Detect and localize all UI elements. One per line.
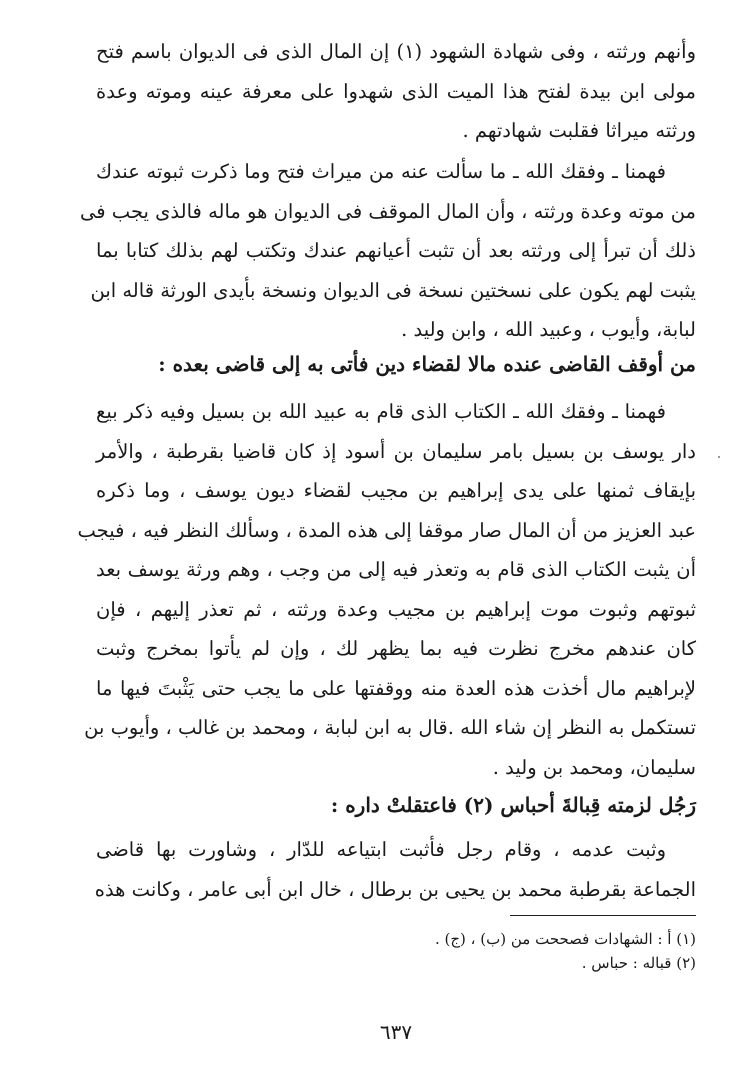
text-line: من موته وعدة ورثته ، وأن المال الموقف فى الديوان هو ماله فالذى يجب فى (80, 199, 696, 223)
paragraph-2 (80, 152, 696, 350)
footnote-divider (510, 915, 696, 916)
book-page (77, 22, 696, 1062)
text-line: ورثته ميراثا فقلبت شهادتهم . (462, 119, 696, 142)
text-line: تستكمل به النظر إن شاء الله .قال به ابن لبابة ، ومحمد بن غالب ، وأيوب بن (84, 716, 696, 739)
section-heading: من أوقف القاضى عنده مالا لقضاء دين فأتى به إلى قاضى بعده : (158, 352, 696, 376)
section-heading: رَجُل لزمته قِبالةَ أحباس (٢) فاعتقلتْ داره : (330, 793, 696, 817)
text-line: بإيقاف ثمنها على يدى إبراهيم بن مجيب لقضاء ديون يوسف ، وما ذكره (96, 479, 696, 502)
text-line: وثبت عدمه ، وقام رجل فأثبت ابتياعه للدّار ، وشاورت بها قاضى (96, 838, 666, 861)
paragraph-3 (77, 392, 696, 787)
text-line: وأنهم ورثته ، وفى شهادة الشهود (١) إن المال الذى فى الديوان باسم فتح (96, 40, 696, 63)
text-line: أن يثبت الكتاب الذى قام به وتعذر فيه إلى من وجب ، وهم ورثة يوسف بعد (96, 558, 696, 581)
text-line: عبد العزيز من أن المال صار موقفا إلى هذه المدة ، وسألك النظر فيه ، فيجب (77, 518, 696, 542)
paragraph-1 (96, 32, 696, 151)
text-line: كان عندهم مخرج نظرت فيه بما يظهر لك ، وإن لم يأتوا بمخرج وثبت (96, 637, 696, 660)
text-line: مولى ابن بيدة لفتح هذا الميت الذى شهدوا على معرفة عينه وموته وعدة (96, 79, 696, 103)
text-line: دار يوسف بن بسيل بامر سليمان بن أسود إذ كان قاضيا بقرطبة ، والأمر (96, 439, 696, 463)
footnote: (٢) قباله : حباس . (581, 954, 696, 972)
text-line: فهمنا ـ وفقك الله ـ ما سألت عنه من ميراث فتح وما ذكرت ثبوته عندك (96, 160, 666, 183)
text-line: سليمان، ومحمد بن وليد . (492, 755, 696, 779)
page-number: ٦٣٧ (379, 1020, 413, 1044)
text-line: ذلك أن تبرأ إلى ورثته بعد أن تثبت أعيانهم عندك وتكتب لهم بذلك كتابا بما (96, 239, 696, 262)
scan-speck (718, 456, 720, 458)
text-line: لإبراهيم مال أخذت هذه العدة منه ووقفتها على ما يجب حتى يَثْبتَ فيها ما (96, 676, 696, 700)
text-line: فهمنا ـ وفقك الله ـ الكتاب الذى قام به عبيد الله بن بسيل وفيه ذكر بيع (96, 400, 666, 423)
text-line: ثبوتهم وثبوت موت إبراهيم بن مجيب وعدة ورثته ، ثم تعذر إليهم ، فإن (96, 597, 696, 621)
text-line: الجماعة بقرطبة محمد بن يحيى بن برطال ، خال ابن أبى عامر ، وكانت هذه (94, 877, 696, 901)
footnote: (١) أ : الشهادات فصححت من (ب) ، (ج) . (434, 930, 696, 948)
paragraph-4 (96, 830, 696, 909)
text-line: لبابة، وأيوب ، وعبيد الله ، وابن وليد . (401, 318, 696, 341)
text-line: يثبت لهم يكون على نسختين نسخة فى الديوان ونسخة بأيدى الورثة قاله ابن (90, 278, 696, 302)
